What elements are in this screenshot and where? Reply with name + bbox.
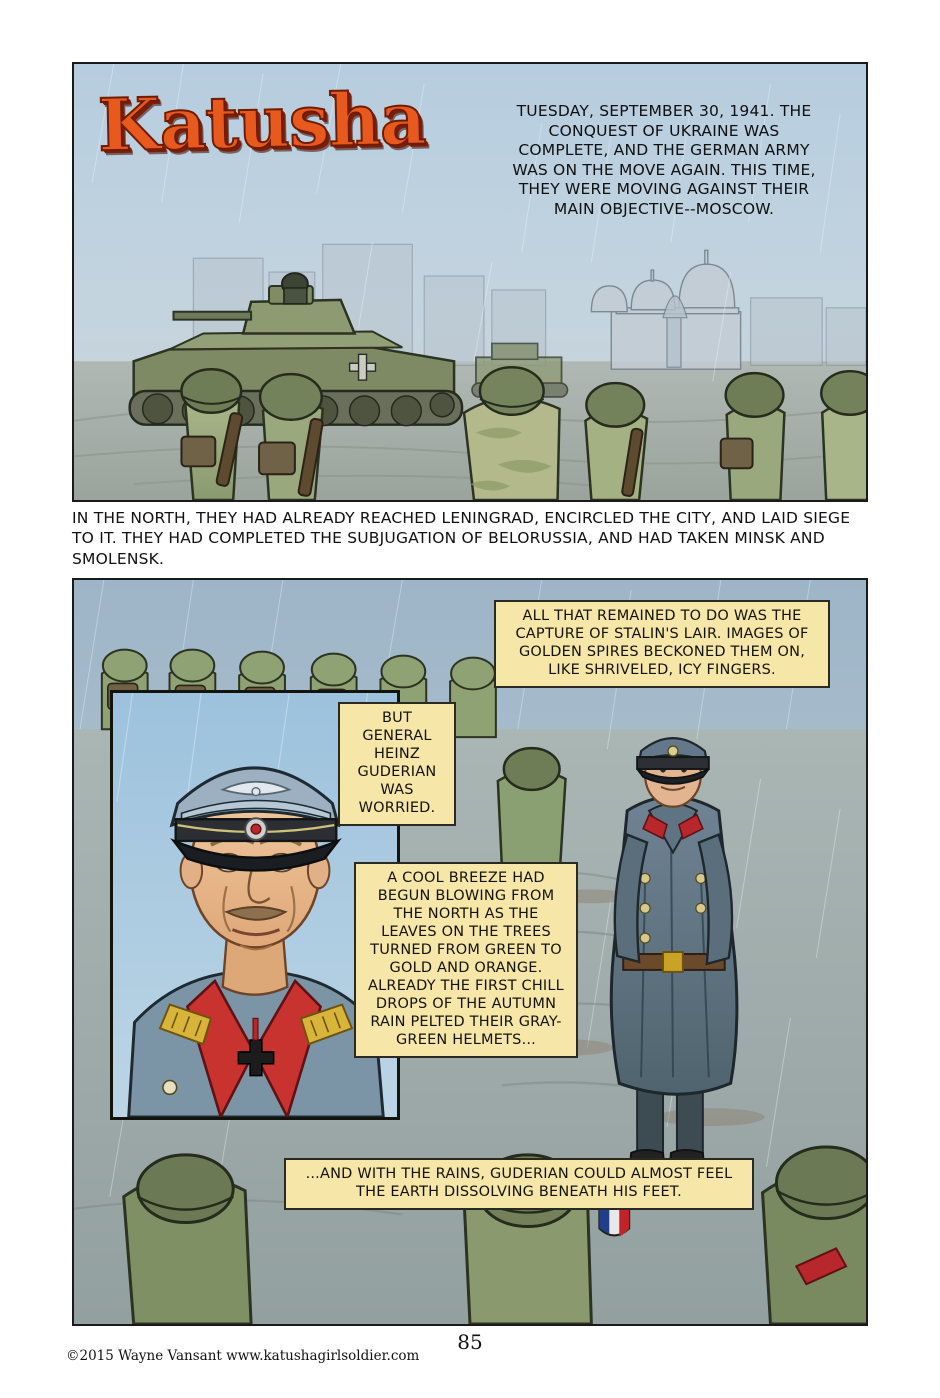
copyright-credit: ©2015 Wayne Vansant www.katushagirlsoldier.com <box>66 1348 420 1364</box>
story-title: Katusha <box>97 75 427 168</box>
caption-northern-front: IN THE NORTH, THEY HAD ALREADY REACHED LENINGRAD, ENCIRCLED THE CITY, AND LAID SIEGE TO IT. THEY HAD COMPLETED THE SUBJUGATION OF BELORUSSIA, AND HAD TAKEN MINSK AND SMOLENSK. <box>72 509 851 568</box>
caption-opening-narration: TUESDAY, SEPTEMBER 30, 1941. THE CONQUEST OF UKRAINE WAS COMPLETE, AND THE GERMAN ARMY WAS ON THE MOVE AGAIN. THIS TIME, THEY WERE MOVING AGAINST THEIR MAIN OBJECTIVE--MOSCOW. <box>512 102 816 218</box>
caption-guderian-worried: BUT GENERAL HEINZ GUDERIAN WAS WORRIED. <box>338 702 456 826</box>
panel-german-column-advancing <box>72 62 868 502</box>
page-number: 85 <box>457 1330 483 1354</box>
caption-rains: ...AND WITH THE RAINS, GUDERIAN COULD ALMOST FEEL THE EARTH DISSOLVING BENEATH HIS FEET. <box>284 1158 754 1210</box>
panel-guderian-in-the-rain <box>72 578 868 1326</box>
caption-cool-breeze: A COOL BREEZE HAD BEGUN BLOWING FROM THE NORTH AS THE LEAVES ON THE TREES TURNED FROM GREEN TO GOLD AND ORANGE. ALREADY THE FIRST CHILL DROPS OF THE AUTUMN RAIN PELTED THEIR GRAY-GREEN HELMETS... <box>354 862 578 1058</box>
caption-stalins-lair: ALL THAT REMAINED TO DO WAS THE CAPTURE OF STALIN'S LAIR. IMAGES OF GOLDEN SPIRES BECKONED THEM ON, LIKE SHRIVELED, ICY FINGERS. <box>494 600 830 688</box>
